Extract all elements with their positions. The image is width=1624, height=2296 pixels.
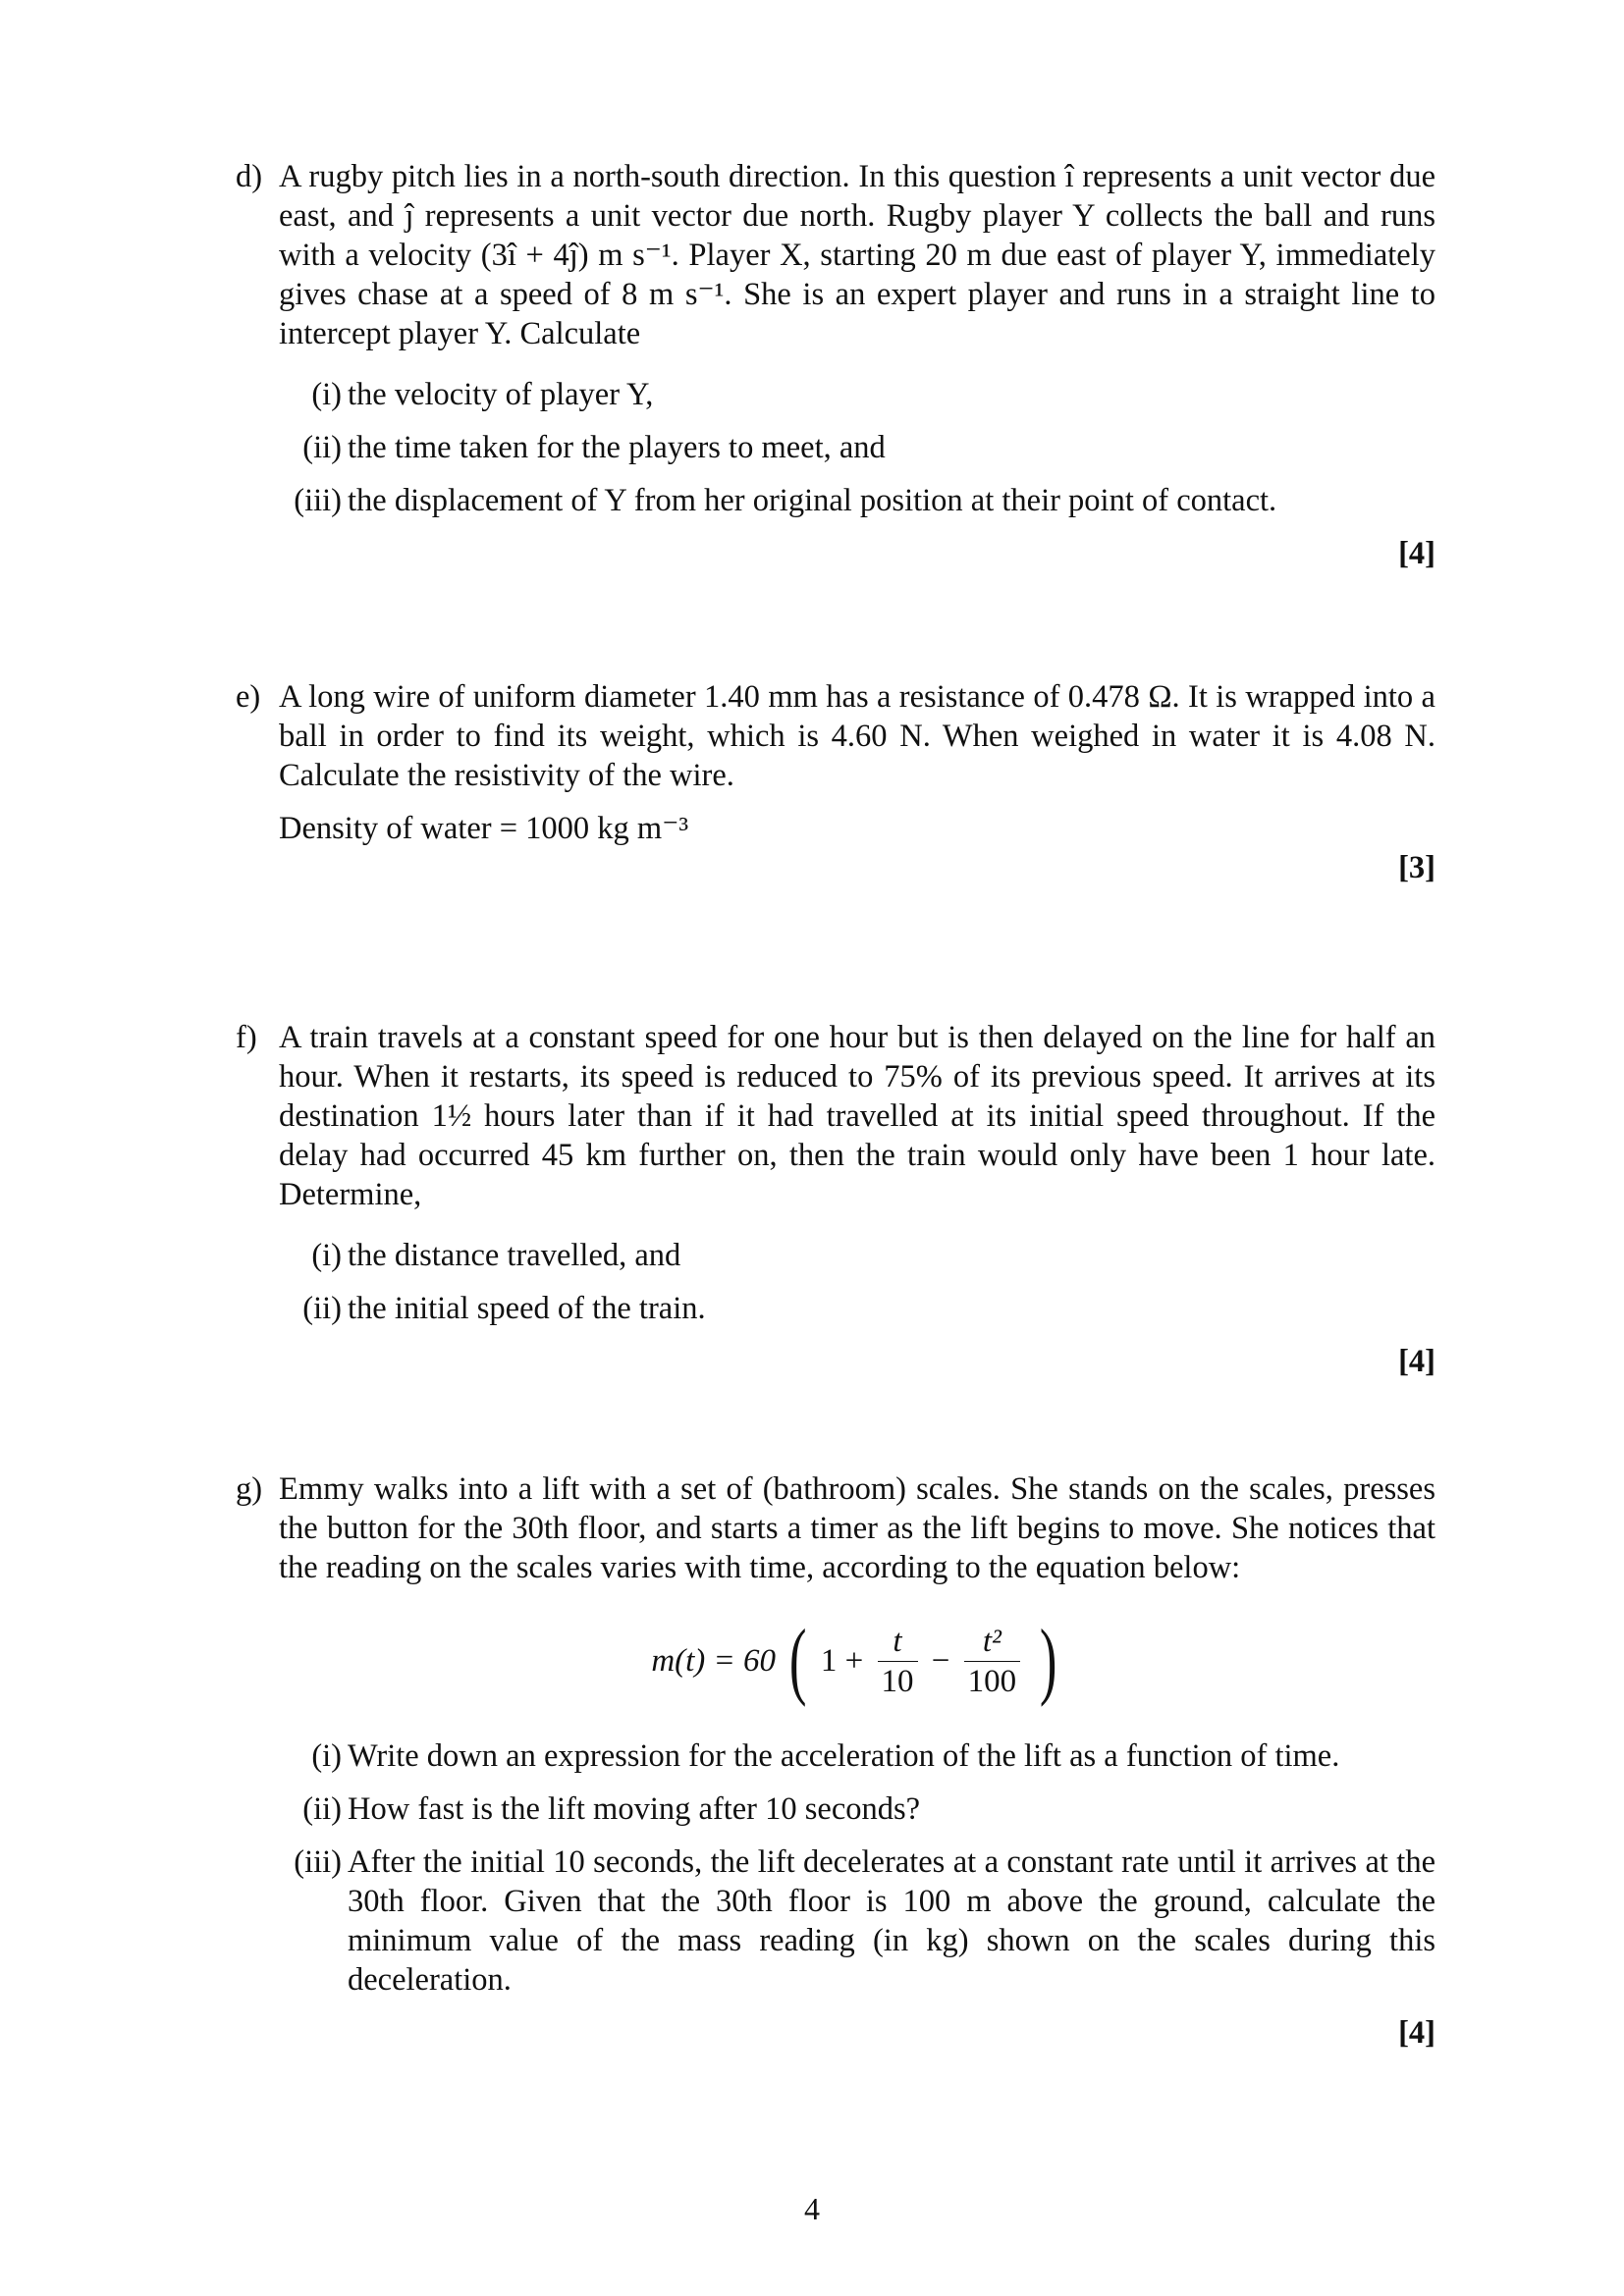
sub-question	[279, 1789, 1435, 1829]
sub-question-text: the initial speed of the train.	[348, 1291, 706, 1326]
sub-question-text: the time taken for the players to meet, and	[348, 430, 886, 465]
equation-minus: −	[931, 1643, 950, 1679]
sub-question-number: (iii)	[294, 1844, 342, 1880]
marks-badge: [4]	[1398, 536, 1435, 571]
sub-question-number: (ii)	[302, 1291, 342, 1326]
fraction-numerator: t	[878, 1622, 918, 1662]
page-number: 4	[804, 2191, 820, 2226]
sub-question	[279, 1289, 1435, 1328]
sub-question	[279, 1842, 1435, 2000]
question-g	[236, 1469, 1435, 2053]
marks-badge: [4]	[1398, 1344, 1435, 1379]
question-label: e)	[236, 679, 261, 715]
sub-question-text: the velocity of player Y,	[348, 377, 654, 412]
fraction-t-over-10	[878, 1622, 918, 1701]
question-d	[236, 157, 1435, 573]
equation-lhs: m(t) = 60	[651, 1643, 777, 1679]
sub-question-number: (iii)	[294, 483, 342, 518]
sub-question-text: After the initial 10 seconds, the lift decelerates at a constant rate until it arrives at the 30th floor. Given that the 30th floor is 100 m above the ground, calculate the minimum value of the mass reading (in kg) shown on the scales during this deceleration.	[348, 1844, 1435, 1998]
question-body: A long wire of uniform diameter 1.40 mm has a resistance of 0.478 Ω. It is wrapped into a ball in order to find its weight, which is 4.60 N. When weighed in water it is 4.08 N. Calculate the resistivity of the wire.	[279, 679, 1435, 793]
mass-equation	[279, 1613, 1435, 1711]
sub-question	[279, 1736, 1435, 1776]
fraction-numerator: t²	[964, 1622, 1021, 1662]
sub-question-number: (ii)	[302, 1791, 342, 1827]
sub-question-text: the displacement of Y from her original position at their point of contact.	[348, 483, 1277, 518]
question-label: f)	[236, 1020, 257, 1055]
question-f	[236, 1018, 1435, 1381]
question-label: g)	[236, 1471, 263, 1507]
sub-question	[279, 428, 1435, 467]
marks-badge: [3]	[1398, 850, 1435, 885]
sub-question	[279, 375, 1435, 414]
marks-badge: [4]	[1398, 2015, 1435, 2051]
sub-question-list	[279, 1736, 1435, 2000]
fraction-t2-over-100	[964, 1622, 1021, 1701]
sub-question-text: the distance travelled, and	[348, 1238, 681, 1273]
fraction-denominator: 100	[967, 1663, 1017, 1699]
question-body: A rugby pitch lies in a north-south direction. In this question î represents a unit vector due east, and ĵ represents a unit vector due north. Rugby player Y collects the ball and runs with a velocity (3î + 4ĵ) m s⁻¹. Player X, starting 20 m due east of player Y, immediately gives chase at a speed of 8 m s⁻¹. She is an expert player and runs in a straight line to intercept player Y. Calculate	[279, 159, 1435, 351]
right-paren-icon: )	[1040, 1613, 1057, 1708]
question-e	[236, 677, 1435, 887]
sub-question-number: (i)	[311, 1238, 342, 1273]
sub-question-list	[279, 1236, 1435, 1328]
sub-question-list	[279, 375, 1435, 520]
fraction-denominator: 10	[881, 1663, 914, 1699]
equation-one-plus: 1 +	[820, 1643, 864, 1679]
sub-question-number: (i)	[311, 1738, 342, 1774]
sub-question-number: (ii)	[302, 430, 342, 465]
given-data: Density of water = 1000 kg m⁻³	[279, 811, 689, 846]
sub-question	[279, 1236, 1435, 1275]
question-body: A train travels at a constant speed for one hour but is then delayed on the line for half an hour. When it restarts, its speed is reduced to 75% of its previous speed. It arrives at its destination 1½ hours later than if it had travelled at its initial speed throughout. If the delay had occurred 45 km further on, then the train would only have been 1 hour late. Determine,	[279, 1020, 1435, 1212]
sub-question	[279, 481, 1435, 520]
sub-question-number: (i)	[311, 377, 342, 412]
sub-question-text: How fast is the lift moving after 10 seconds?	[348, 1791, 921, 1827]
left-paren-icon: (	[789, 1613, 807, 1708]
question-label: d)	[236, 159, 263, 194]
sub-question-text: Write down an expression for the acceleration of the lift as a function of time.	[348, 1738, 1340, 1774]
question-body: Emmy walks into a lift with a set of (bathroom) scales. She stands on the scales, presses the button for the 30th floor, and starts a timer as the lift begins to move. She notices that the reading on the scales varies with time, according to the equation below:	[279, 1471, 1435, 1585]
